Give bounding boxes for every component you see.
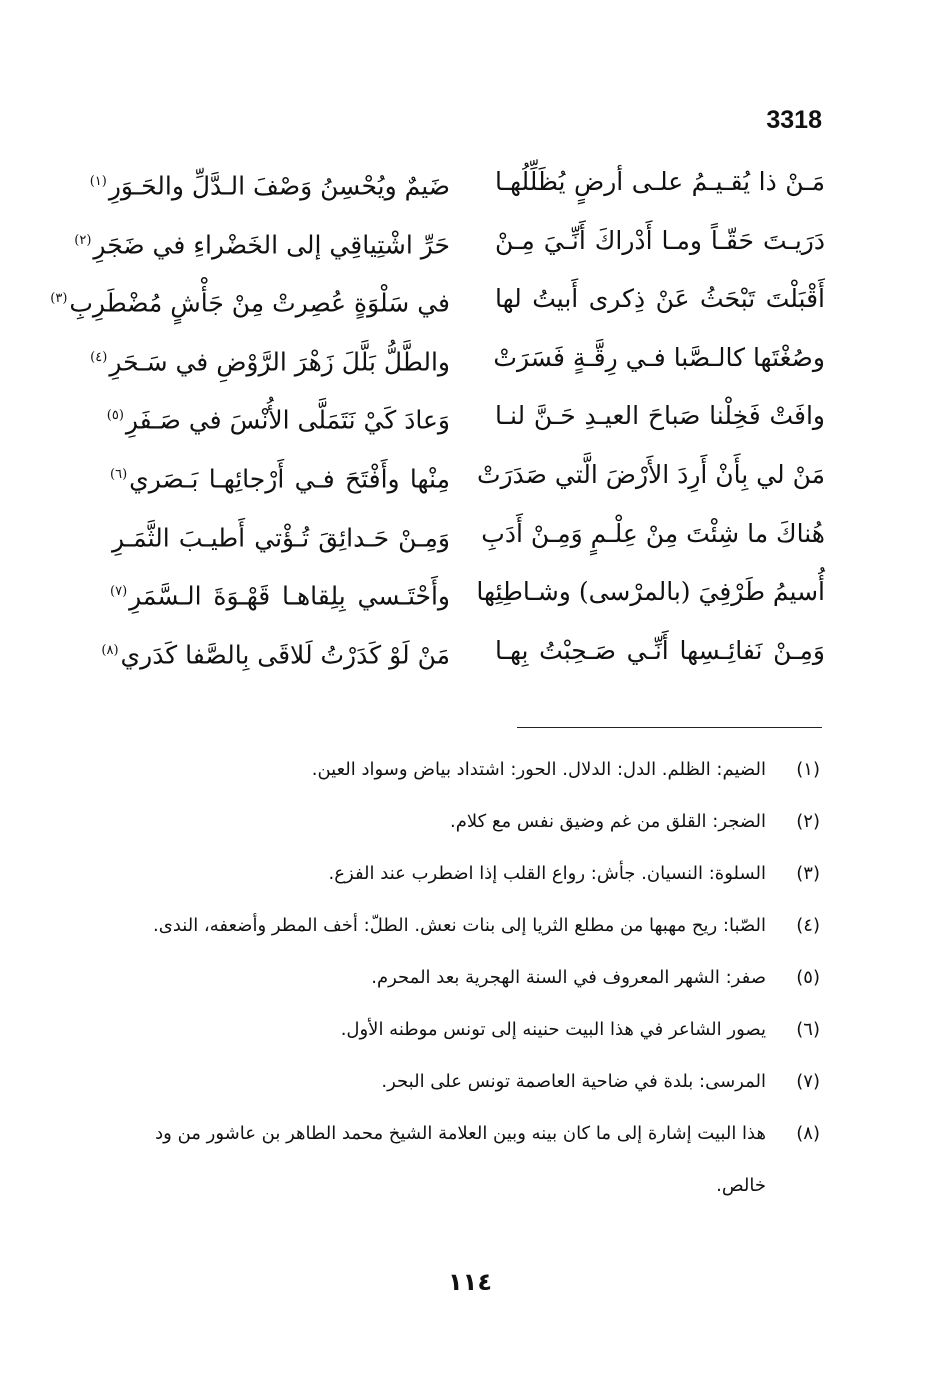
footnote bbox=[112, 1056, 820, 1108]
verse-second-hemistich bbox=[110, 512, 450, 560]
verse-first-hemistich: هُناكَ ما شِئْتَ مِنْ عِلْـمٍ وَمِـنْ أَدَبِ bbox=[481, 518, 825, 548]
footnote-number: (٣) bbox=[796, 863, 820, 884]
footnote-ref: (٧) bbox=[110, 584, 128, 600]
verse bbox=[106, 394, 825, 453]
footnote-text: الضجر: القلق من غم وضيق نفس مع كلام. bbox=[450, 811, 766, 832]
footnote bbox=[112, 796, 820, 848]
footnote-number: (٥) bbox=[796, 967, 820, 988]
hemistich-text: وَمِـنْ حَـدائِقَ تُـؤْتي أَطيـبَ الثَّمَـرِ bbox=[112, 522, 450, 552]
verse-first-hemistich: وافَتْ فَخِلْنا صَباحَ العيـدِ حَـنَّ لنـا bbox=[495, 401, 825, 431]
footnote-text: هذا البيت إشارة إلى ما كان بينه وبين العلامة الشيخ محمد الطاهر بن عاشور من ود خالص. bbox=[155, 1123, 766, 1196]
verse bbox=[74, 219, 825, 278]
footnote-text: الصّبا: ريح مهبها من مطلع الثريا إلى بنات نعش. الطلّ: أخف المطر وأضعفه، الندى. bbox=[153, 915, 766, 936]
footnote-ref: (٣) bbox=[50, 291, 68, 307]
verse bbox=[110, 570, 825, 629]
verse-first-hemistich: مَنْ لي بِأَنْ أَرِدَ الأَرْضَ الَّتي صَدَرَتْ bbox=[476, 459, 825, 489]
page-id: 3318 bbox=[766, 106, 822, 134]
verse-first-hemistich: وصُغْتَها كالـصَّبا فـي رِقَّـةٍ فَسَرَتْ bbox=[493, 342, 825, 372]
verse-first-hemistich: أُسيمُ طَرْفِيَ (بالمرْسى) وشـاطِئِها bbox=[476, 577, 825, 607]
poem bbox=[50, 160, 825, 687]
verse bbox=[110, 453, 825, 512]
verse-second-hemistich bbox=[106, 394, 450, 442]
verse-second-hemistich bbox=[101, 629, 450, 677]
verse-first-hemistich: مَـنْ ذا يُقـيـمُ علـى أرضٍ يُظَلِّلُهـا bbox=[495, 167, 825, 196]
verse-first-hemistich: وَمِـنْ نَفائِـسِها أَنِّـي صَـحِبْتُ بِهـا bbox=[495, 635, 825, 665]
verse-first-hemistich: أَقْبَلْتَ تَبْحَثُ عَنْ ذِكرى أَبيتُ لها bbox=[495, 284, 825, 314]
footnote bbox=[112, 900, 820, 952]
verse bbox=[90, 336, 825, 395]
footnotes bbox=[112, 744, 820, 1212]
hemistich-text: ضَيمٌ ويُحْسِنُ وَصْفَ الـدَّلِّ والحَـوَرِ bbox=[108, 171, 450, 201]
footnote-number: (٨) bbox=[796, 1123, 820, 1144]
hemistich-text: مَنْ لَوْ كَدَرْتُ لَلاقَى بِالصَّفا كَدَري bbox=[120, 640, 450, 670]
hemistich-text: وأَحْتَـسي بِلِقاهـا قَهْـوَةَ الـسَّمَرِ bbox=[129, 581, 450, 611]
footnote-text: السلوة: النسيان. جأش: رواع القلب إذا اضطرب عند الفزع. bbox=[328, 863, 766, 884]
page-number: ١١٤ bbox=[448, 1268, 492, 1296]
footnote bbox=[112, 744, 820, 796]
verse-first-hemistich: دَرَيـتَ حَقّـاً ومـا أَدْراكَ أَنِّـيَ مِـنْ bbox=[495, 225, 825, 255]
verse bbox=[110, 512, 825, 571]
footnote-ref: (١) bbox=[89, 174, 107, 189]
hemistich-text: وَعادَ كَيْ نَتَمَلَّى الأُنْسَ في صَـفَرِ bbox=[125, 405, 450, 435]
hemistich-text: والطَّلُّ بَلَّلَ زَهْرَ الرَّوْضِ في سَـحَرِ bbox=[109, 347, 450, 377]
footnote-number: (١) bbox=[796, 759, 820, 780]
verse bbox=[89, 160, 825, 219]
footnote-ref: (٨) bbox=[101, 642, 119, 658]
verse-second-hemistich bbox=[74, 219, 450, 267]
footnote-text: الضيم: الظلم. الدل: الدلال. الحور: اشتداد بياض وسواد العين. bbox=[311, 759, 766, 780]
footnote-number: (٧) bbox=[796, 1071, 820, 1092]
verse-second-hemistich bbox=[50, 277, 450, 325]
footnote bbox=[112, 952, 820, 1004]
footnote-text: يصور الشاعر في هذا البيت حنينه إلى تونس موطنه الأول. bbox=[340, 1019, 766, 1040]
hemistich-text: في سَلْوَةٍ عُصِرتْ مِنْ جَأْشٍ مُضْطَرِبِ bbox=[69, 288, 450, 318]
footnote bbox=[112, 1004, 820, 1056]
hemistich-text: حَرِّ اشْتِياقِي إلى الخَضْراءِ في ضَجَرِ bbox=[93, 229, 450, 259]
verse-second-hemistich bbox=[110, 570, 450, 618]
footnote-number: (٢) bbox=[796, 811, 820, 832]
footnote-ref: (٥) bbox=[106, 408, 124, 424]
footnote-ref: (٤) bbox=[90, 349, 108, 365]
footnote-text: المرسى: بلدة في ضاحية العاصمة تونس على البحر. bbox=[381, 1071, 766, 1092]
footnote-ref: (٦) bbox=[110, 466, 128, 482]
verse-second-hemistich bbox=[89, 160, 450, 208]
footnote bbox=[112, 1108, 820, 1212]
footnote-number: (٤) bbox=[796, 915, 820, 936]
footnote-ref: (٢) bbox=[74, 232, 92, 248]
verse bbox=[50, 277, 825, 336]
footnote-divider bbox=[517, 727, 822, 728]
footnote-text: صفر: الشهر المعروف في السنة الهجرية بعد المحرم. bbox=[371, 967, 766, 988]
footnote bbox=[112, 848, 820, 900]
hemistich-text: مِنْها وأَفْتَحَ فـي أَرْجائِهـا بَـصَري bbox=[129, 464, 450, 494]
verse-second-hemistich bbox=[110, 453, 450, 501]
verse-second-hemistich bbox=[90, 336, 450, 384]
verse bbox=[101, 629, 825, 688]
footnote-number: (٦) bbox=[796, 1019, 820, 1040]
